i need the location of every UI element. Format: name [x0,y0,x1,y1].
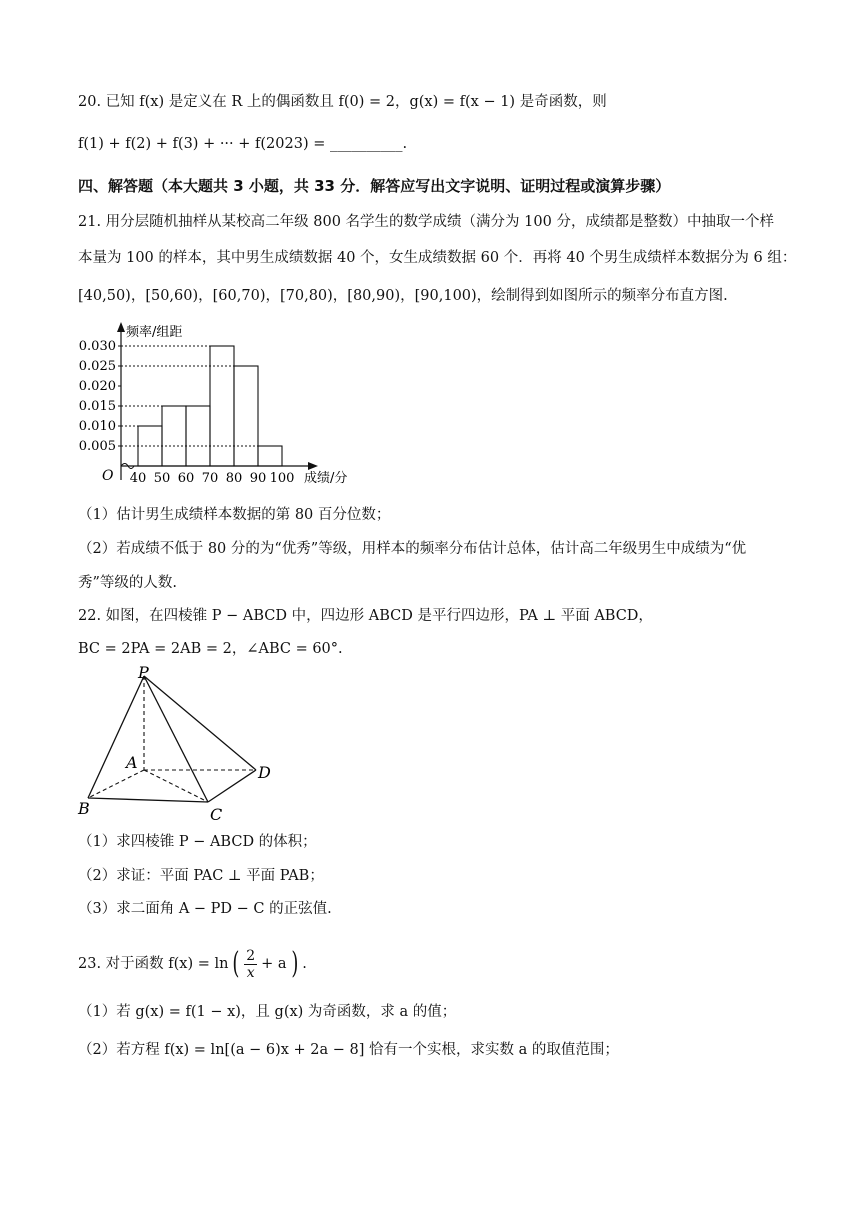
vertex-label-P: P [138,663,149,682]
bar-3 [210,346,234,466]
q20-line2: f(1) + f(2) + f(3) + ··· + f(2023) = __________. [78,136,408,152]
y-axis-label: 频率/组距 [126,325,183,340]
x-tick-label-0: 40 [129,471,147,486]
q23-paren-open: ( [232,945,240,981]
x-axis-arrow [308,462,318,470]
q22-line2: BC = 2PA = 2AB = 2，∠ABC = 60°. [78,641,343,657]
edge-AB [88,770,144,798]
q23-prefix: 23. 对于函数 f(x) = ln [78,955,229,972]
bar-5 [258,446,282,466]
y-tick-label-4: 0.025 [78,359,116,374]
q23-part1: （1）若 g(x) = f(1 − x)，且 g(x) 为奇函数，求 a 的值； [78,1004,457,1020]
y-tick-label-1: 0.010 [78,419,116,434]
x-tick-label-5: 90 [249,471,267,486]
vertex-label-D: D [258,763,271,782]
vertex-label-B: B [78,799,90,818]
edge-AC [144,770,208,802]
q20-line1: 20. 已知 f(x) 是定义在 R 上的偶函数且 f(0) = 2，g(x) = f(x − 1) 是奇函数，则 [78,94,607,110]
q23-frac-num: 2 [246,948,256,964]
vertex-label-C: C [210,805,223,824]
q21-part1: （1）估计男生成绩样本数据的第 80 百分位数； [78,507,391,523]
q23-line1 [78,946,307,981]
pyramid-figure [76,663,296,824]
x-tick-label-1: 50 [153,471,171,486]
edge-PD [144,676,256,770]
x-tick-label-4: 80 [225,471,243,486]
q21-part2a: （2）若成绩不低于 80 分的为“优秀”等级，用样本的频率分布估计总体，估计高二年级男生中成绩为“优 [78,541,747,557]
q23-fraction [244,948,257,981]
edge-BC [88,798,208,802]
y-tick-label-2: 0.015 [78,399,116,414]
x-tick-label-2: 60 [177,471,195,486]
q22-part2: （2）求证：平面 PAC ⊥ 平面 PAB； [78,868,324,884]
y-axis-arrow [117,322,125,332]
q23-period: . [302,955,307,972]
y-tick-label-5: 0.030 [78,339,116,354]
q21-part2b: 秀”等级的人数. [78,575,178,591]
q21-line1: 21. 用分层随机抽样从某校高二年级 800 名学生的数学成绩（满分为 100 分，成绩都是整数）中抽取一个样 [78,214,774,230]
q23-frac-tail: + a [261,955,287,972]
bar-1 [162,406,186,466]
frequency-histogram [76,322,348,490]
edge-PC [144,676,208,802]
edge-PB [88,676,144,798]
edge-CD [208,770,256,802]
x-tick-label-3: 70 [201,471,219,486]
q23-part2: （2）若方程 f(x) = ln[(a − 6)x + 2a − 8] 恰有一个实根，求实数 a 的取值范围； [78,1042,619,1058]
q23-frac-den: x [246,965,255,981]
bar-2 [186,406,210,466]
x-axis-label: 成绩/分 [304,471,348,486]
x-tick-label-6: 100 [269,471,295,486]
q23-paren-close: ) [290,945,298,981]
y-tick-label-3: 0.020 [78,379,116,394]
section-heading: 四、解答题（本大题共 3 小题，共 33 分．解答应写出文字说明、证明过程或演算步骤） [78,177,671,195]
q22-line1: 22. 如图，在四棱锥 P − ABCD 中，四边形 ABCD 是平行四边形，PA ⊥ 平面 ABCD， [78,608,653,624]
origin-label: O [102,468,114,484]
q21-line2: 本量为 100 的样本，其中男生成绩数据 40 个，女生成绩数据 60 个．再将 40 个男生成绩样本数据分为 6 组： [78,250,797,266]
bar-4 [234,366,258,466]
q22-part1: （1）求四棱锥 P − ABCD 的体积； [78,834,317,850]
vertex-label-A: A [126,753,138,772]
y-tick-label-0: 0.005 [78,439,116,454]
q22-part3: （3）求二面角 A − PD − C 的正弦值. [78,901,332,917]
q21-line3: [40,50)，[50,60)，[60,70)，[70,80)，[80,90)，[90,100)，绘制得到如图所示的频率分布直方图. [78,288,728,304]
